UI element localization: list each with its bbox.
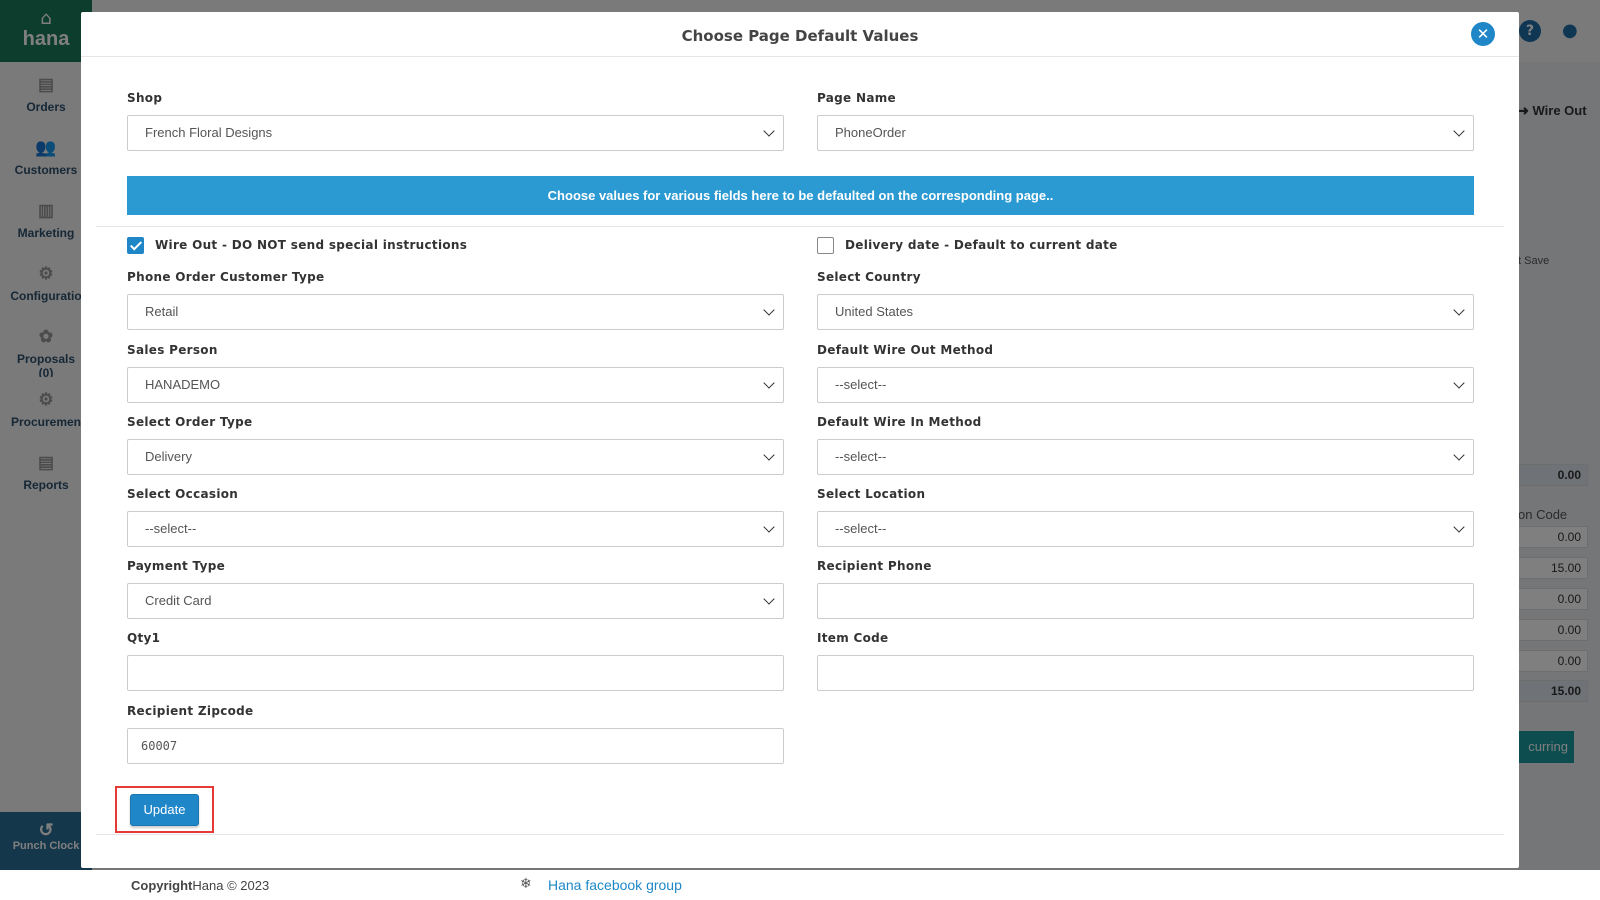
recipient-phone-label: Recipient Phone [817, 559, 932, 573]
divider [96, 226, 1504, 227]
sales-person-field [127, 343, 784, 403]
modal-header [81, 12, 1519, 57]
chevron-down-icon [1453, 377, 1464, 388]
item-code-label: Item Code [817, 631, 889, 645]
modal-title: Choose Page Default Values [681, 27, 919, 45]
qty1-label: Qty1 [127, 631, 161, 645]
select-country-field [817, 270, 1474, 330]
default-wire-in-method-label: Default Wire In Method [817, 415, 982, 429]
default-wire-in-method-value: --select-- [835, 449, 887, 464]
sales-person-value: HANADEMO [145, 377, 221, 392]
chevron-down-icon [763, 521, 774, 532]
recipient-phone-input[interactable] [817, 583, 1474, 619]
select-order-type-field [127, 415, 784, 475]
select-location-field [817, 487, 1474, 547]
chevron-down-icon [763, 377, 774, 388]
default-values-modal [81, 12, 1519, 868]
shop-value: French Floral Designs [145, 125, 273, 140]
wire-out-checkbox-label: Wire Out - DO NOT send special instructions [155, 238, 468, 252]
phone-order-customer-type-field [127, 270, 784, 330]
shop-label: Shop [127, 91, 163, 105]
close-icon[interactable]: ✕ [1471, 22, 1495, 46]
phone-order-customer-type-select[interactable] [127, 294, 784, 330]
recipient-phone-field [817, 559, 1474, 619]
copyright [131, 878, 269, 893]
snowflake-icon: ❄ [520, 876, 532, 892]
select-location-select[interactable] [817, 511, 1474, 547]
select-order-type-select[interactable] [127, 439, 784, 475]
payment-type-label: Payment Type [127, 559, 226, 573]
select-country-label: Select Country [817, 270, 921, 284]
chevron-down-icon [1453, 125, 1464, 136]
chevron-down-icon [763, 125, 774, 136]
default-wire-in-method-select[interactable] [817, 439, 1474, 475]
default-wire-out-method-value: --select-- [835, 377, 887, 392]
chevron-down-icon [763, 304, 774, 315]
default-wire-in-method-field [817, 415, 1474, 475]
select-occasion-label: Select Occasion [127, 487, 239, 501]
default-wire-out-method-field [817, 343, 1474, 403]
default-wire-out-method-select[interactable] [817, 367, 1474, 403]
copyright-bold: Copyright [131, 878, 193, 893]
select-order-type-value: Delivery [145, 449, 192, 464]
chevron-down-icon [1453, 521, 1464, 532]
recipient-zipcode-field [127, 704, 784, 764]
payment-type-select[interactable] [127, 583, 784, 619]
delivery-date-checkbox[interactable] [817, 237, 834, 254]
select-location-value: --select-- [835, 521, 887, 536]
copyright-rest: Hana © 2023 [192, 878, 270, 893]
shop-select[interactable] [127, 115, 784, 151]
select-occasion-value: --select-- [145, 521, 197, 536]
select-occasion-select[interactable] [127, 511, 784, 547]
payment-type-field [127, 559, 784, 619]
recipient-zipcode-input[interactable]: 60007 [127, 728, 784, 764]
update-highlight [115, 786, 214, 833]
phone-order-customer-type-value: Retail [145, 304, 179, 319]
default-wire-out-method-label: Default Wire Out Method [817, 343, 994, 357]
select-country-value: United States [835, 304, 914, 319]
payment-type-value: Credit Card [145, 593, 212, 608]
phone-order-customer-type-label: Phone Order Customer Type [127, 270, 325, 284]
info-banner: Choose values for various fields here to be defaulted on the corresponding page.. [127, 176, 1474, 215]
chevron-down-icon [763, 593, 774, 604]
footer [0, 870, 1600, 900]
select-country-select[interactable] [817, 294, 1474, 330]
qty1-field [127, 631, 784, 691]
page-name-field [817, 91, 1474, 151]
chevron-down-icon [1453, 449, 1464, 460]
page-name-select[interactable] [817, 115, 1474, 151]
update-button[interactable]: Update [130, 794, 199, 826]
chevron-down-icon [763, 449, 774, 460]
item-code-field [817, 631, 1474, 691]
page-name-label: Page Name [817, 91, 896, 105]
sales-person-label: Sales Person [127, 343, 218, 357]
wire-out-checkbox[interactable] [127, 237, 144, 254]
shop-field [127, 91, 784, 151]
select-occasion-field [127, 487, 784, 547]
divider [96, 834, 1504, 835]
page-name-value: PhoneOrder [835, 125, 906, 140]
chevron-down-icon [1453, 304, 1464, 315]
item-code-input[interactable] [817, 655, 1474, 691]
qty1-input[interactable] [127, 655, 784, 691]
select-order-type-label: Select Order Type [127, 415, 253, 429]
recipient-zipcode-label: Recipient Zipcode [127, 704, 254, 718]
delivery-date-checkbox-label: Delivery date - Default to current date [845, 238, 1118, 252]
sales-person-select[interactable] [127, 367, 784, 403]
facebook-group-link[interactable]: Hana facebook group [548, 877, 682, 893]
select-location-label: Select Location [817, 487, 926, 501]
